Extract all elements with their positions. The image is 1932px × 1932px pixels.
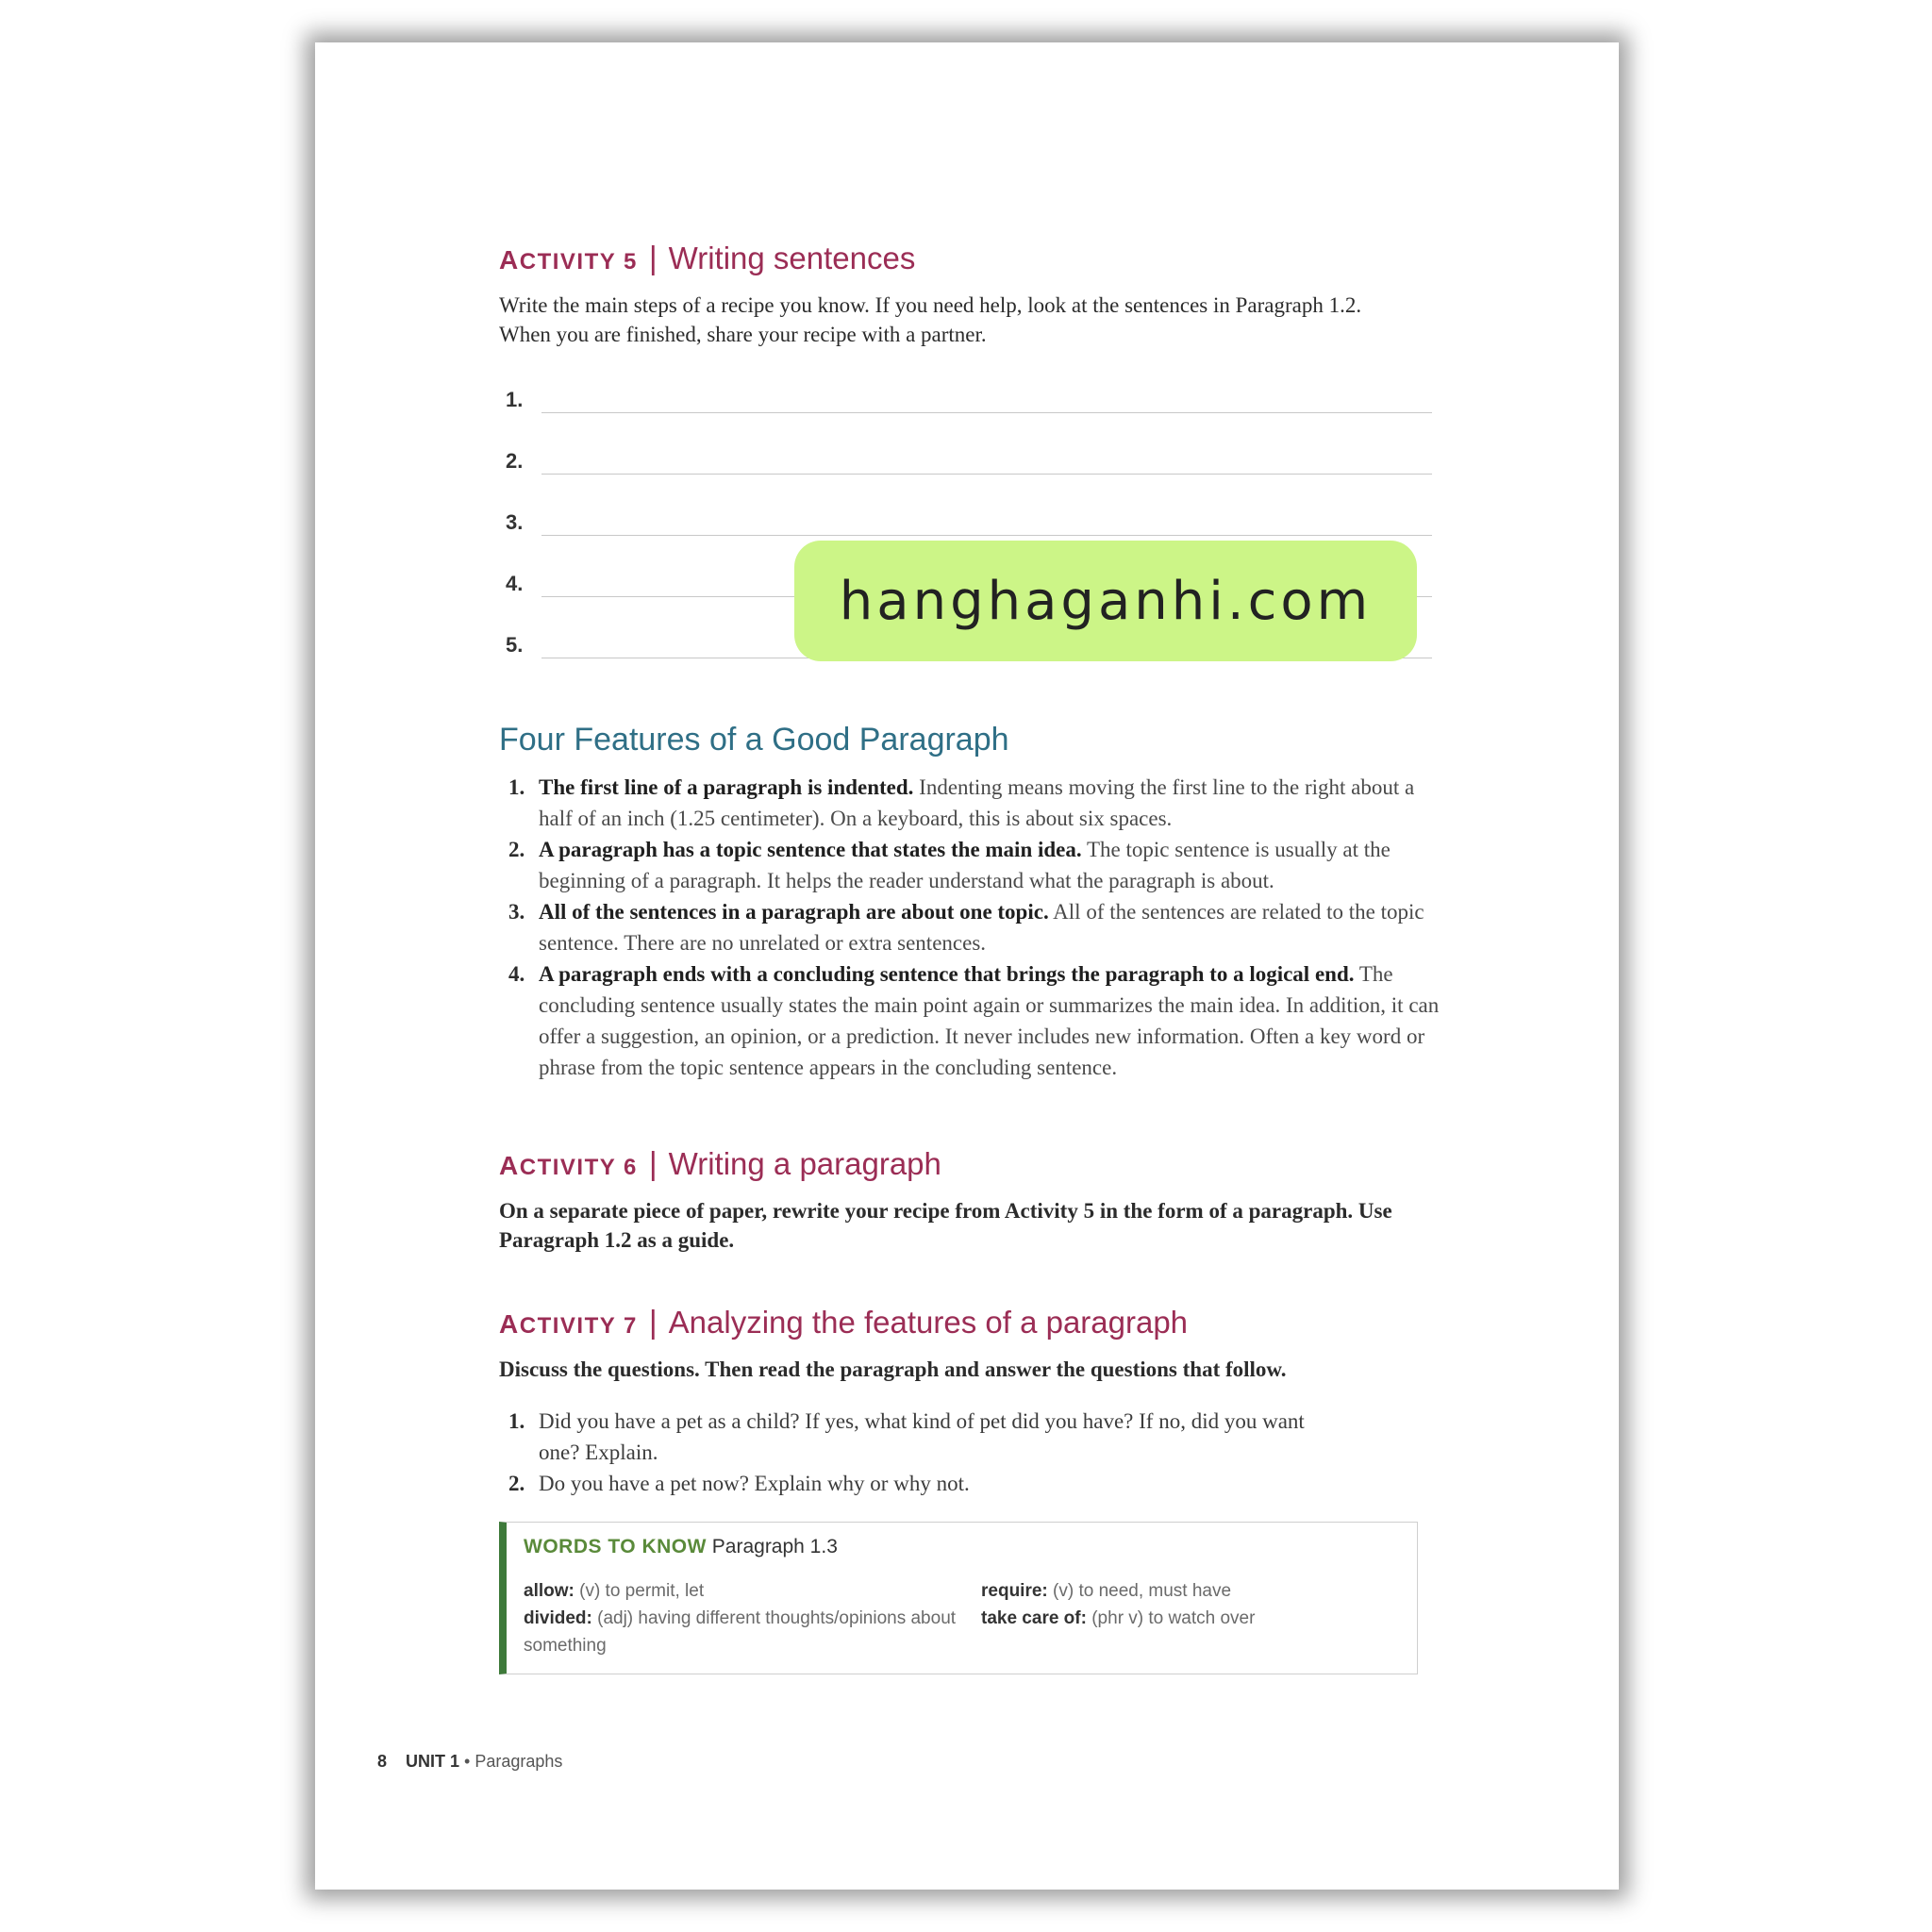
answer-line-3[interactable]: 3. xyxy=(506,510,1449,542)
word-entry: take care of: (phr v) to watch over xyxy=(981,1608,1256,1628)
activity-7-label: ACTIVITY 7 xyxy=(499,1309,638,1339)
words-right-column xyxy=(981,1577,1396,1632)
word-entry: require: (v) to need, must have xyxy=(981,1581,1232,1601)
activity-5-title: Writing sentences xyxy=(668,241,916,275)
section-title: Four Features of a Good Paragraph xyxy=(499,722,1009,758)
feature-item: 4. A paragraph ends with a concluding sentence that brings the paragraph to a logical end. The concluding sentence usually states the main point again or summarizes the main idea. In addition, it can offer a suggestion, an opinion, or a prediction. It never includes new information. Often a key word or phrase from the topic sentence appears in the concluding sentence. xyxy=(508,962,1440,1079)
activity-6-heading xyxy=(499,1146,941,1183)
activity-7-heading xyxy=(499,1305,1188,1341)
activity-6-label: ACTIVITY 6 xyxy=(499,1151,638,1180)
section-name: Paragraphs xyxy=(475,1752,563,1771)
feature-item: 3. All of the sentences in a paragraph are about one topic. All of the sentences are related to the topic sentence. There are no unrelated or extra sentences. xyxy=(508,900,1424,955)
page-number: 8 xyxy=(377,1752,388,1771)
words-to-know-box xyxy=(499,1522,1418,1674)
questions-list xyxy=(499,1406,1329,1499)
question-item: 1. Did you have a pet as a child? If yes, what kind of pet did you have? If no, did you want one? Explain. xyxy=(508,1409,1305,1464)
features-list xyxy=(499,772,1442,1083)
words-to-know-heading: WORDS TO KNOW Paragraph 1.3 xyxy=(524,1536,838,1557)
textbook-page xyxy=(315,42,1619,1890)
heading-divider: | xyxy=(648,241,658,276)
activity-5-label: ACTIVITY 5 xyxy=(499,245,638,275)
word-entry: allow: (v) to permit, let xyxy=(524,1581,705,1601)
word-entry: divided: (adj) having different thoughts/opinions about something xyxy=(524,1608,957,1656)
activity-5-instructions: Write the main steps of a recipe you know. If you need help, look at the sentences in Paragraph 1.2. When you are finished, share your recipe with a partner. xyxy=(499,293,1362,346)
heading-divider: | xyxy=(648,1305,658,1341)
feature-item: 1. The first line of a paragraph is indented. Indenting means moving the first line to the right about a half of an inch (1.25 centimeter). On a keyboard, this is about six spaces. xyxy=(508,775,1415,830)
page-footer: 8 UNIT 1 • Paragraphs xyxy=(377,1752,563,1771)
activity-6-instructions: On a separate piece of paper, rewrite your recipe from Activity 5 in the form of a paragraph. Use Paragraph 1.2 as a guide. xyxy=(499,1199,1392,1252)
question-item: 2. Do you have a pet now? Explain why or why not. xyxy=(508,1472,970,1495)
feature-item: 2. A paragraph has a topic sentence that states the main idea. The topic sentence is usually at the beginning of a paragraph. It helps the reader understand what the paragraph is about. xyxy=(508,838,1391,892)
answer-line-2[interactable]: 2. xyxy=(506,449,1449,481)
heading-divider: | xyxy=(648,1146,658,1182)
activity-7-title: Analyzing the features of a paragraph xyxy=(668,1305,1189,1340)
unit-label: UNIT 1 xyxy=(406,1752,460,1771)
activity-6-title: Writing a paragraph xyxy=(668,1146,941,1181)
activity-7-instructions: Discuss the questions. Then read the paragraph and answer the questions that follow. xyxy=(499,1357,1287,1381)
activity-5-heading xyxy=(499,241,915,277)
answer-line-4[interactable]: 4. xyxy=(506,572,1449,604)
answer-line-1[interactable]: 1. xyxy=(506,388,1449,420)
words-left-column xyxy=(524,1577,967,1659)
answer-line-5[interactable]: 5. xyxy=(506,633,1449,665)
watermark-badge: hanghaganhi.com xyxy=(794,541,1417,661)
